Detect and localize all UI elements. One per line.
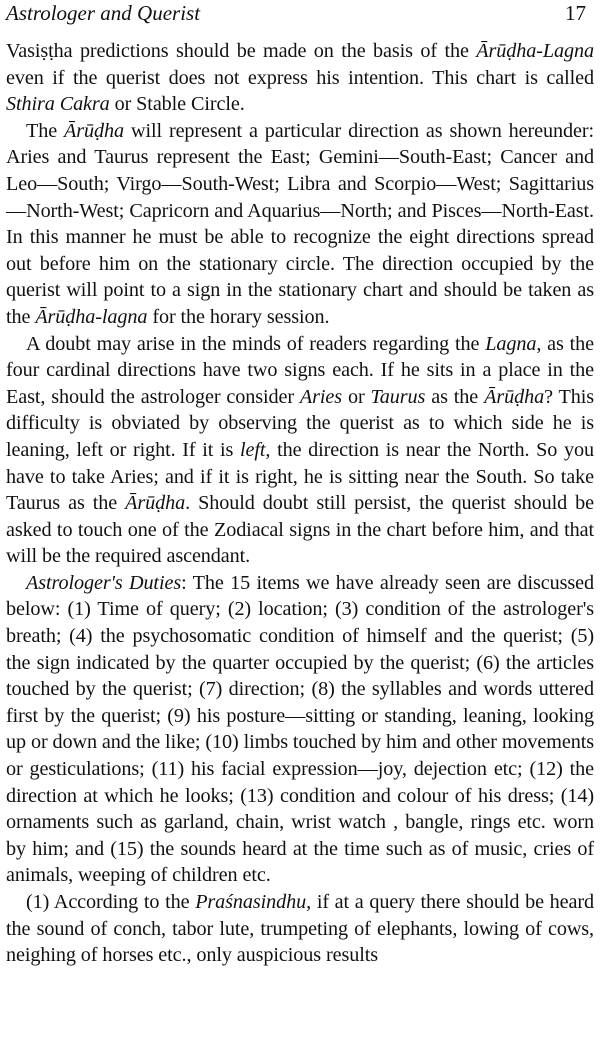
italic-segment: Ārūḍha-Lagna [476, 40, 594, 62]
paragraph [6, 570, 594, 889]
text-segment: even if the querist does not express his intention. This chart is called [6, 66, 594, 89]
running-head [6, 0, 594, 30]
italic-segment: Aries [299, 385, 343, 408]
text-segment: . Should doubt still persist, the querist should be asked to touch one of the Zodiacal signs in the chart before him, and that will be the required ascendant. [6, 492, 594, 568]
text-segment: The [26, 119, 65, 142]
text-segment: or Stable Circle. [109, 93, 245, 116]
italic-segment: Sthira Cakra [6, 93, 110, 116]
text-segment: for the horary session. [147, 305, 330, 328]
text-segment: , if at a query there should be heard the sound of conch, tabor lute, trumpeting of elephants, lowing of cows, neighing of horses etc., only auspicious results [6, 891, 594, 967]
text-segment: : The 15 items we have already seen are discussed below: (1) Time of query; (2) location; (3) condition of the astrologer's breath; (4) the psychosomatic condition of himself and the querist; (5) the sign indicated by the quarter occupied by the querist; (6) the articles touched by the querist; (7) direction; (8) the syllables and words uttered first by the querist; (9) his posture—sitting or standing, leaning, looking up or down and the like; (10) limbs touched by him and other movements or gesticulations; (11) his facial expression—joy, dejection etc; (12) the direction at which he looks; (13) condition and colour of his dress; (14) ornaments such as garland, chain, wrist watch , bangle, rings etc. worn by him; and (15) the sounds heard at the time such as of music, cries of animals, weeping of children etc. [6, 571, 595, 887]
paragraph [6, 38, 594, 118]
body-text [6, 38, 594, 969]
italic-segment: Ārūḍha [484, 385, 545, 408]
paragraph [6, 118, 594, 331]
text-segment: as the [425, 385, 485, 408]
text-segment: (1) According to the [26, 891, 196, 913]
italic-segment: Lagna [485, 332, 537, 355]
text-segment: A doubt may arise in the minds of readers regarding the [26, 332, 486, 355]
italic-segment: Ārūḍha [64, 119, 125, 142]
running-head-title: Astrologer and Querist [6, 1, 201, 25]
italic-segment: Ārūḍha [125, 492, 186, 515]
text-segment: ? This difficulty is obviated by observing the querist as to which side he is leaning, left or right. If it is [6, 385, 595, 461]
text-segment: will represent a particular direction as shown hereunder: Aries and Taurus represent the East; Gemini—South-East; Cancer and Leo—South; Virgo—South-West; Libra and Scorpio—West; Sagittarius—North-West; Capricorn and Aquarius—North; and Pisces—North-East. In this manner he must be able to recognize the eight directions spread out before him on the stationary circle. The direction occupied by the querist will point to a sign in the stationary chart and should be taken as the [6, 119, 594, 328]
italic-segment: Praśnasindhu [195, 891, 307, 913]
italic-segment: Ārūḍha-lagna [35, 305, 148, 328]
text-segment: or [342, 385, 371, 408]
paragraph [6, 331, 594, 570]
text-segment: , as the four cardinal directions have two signs each. If he sits in a place in the East, should the astrologer consider [6, 332, 594, 408]
italic-segment: left [240, 438, 266, 461]
paragraph [6, 889, 594, 969]
text-segment: Vasiṣṭha predictions should be made on the basis of the [6, 40, 477, 62]
page-number: 17 [565, 1, 586, 25]
text-segment: , the direction is near the North. So you have to take Aries; and if it is right, he is sitting near the South. So take Taurus as the [6, 438, 594, 515]
italic-segment: Taurus [370, 385, 426, 408]
italic-segment: Astrologer's Duties [26, 571, 182, 594]
